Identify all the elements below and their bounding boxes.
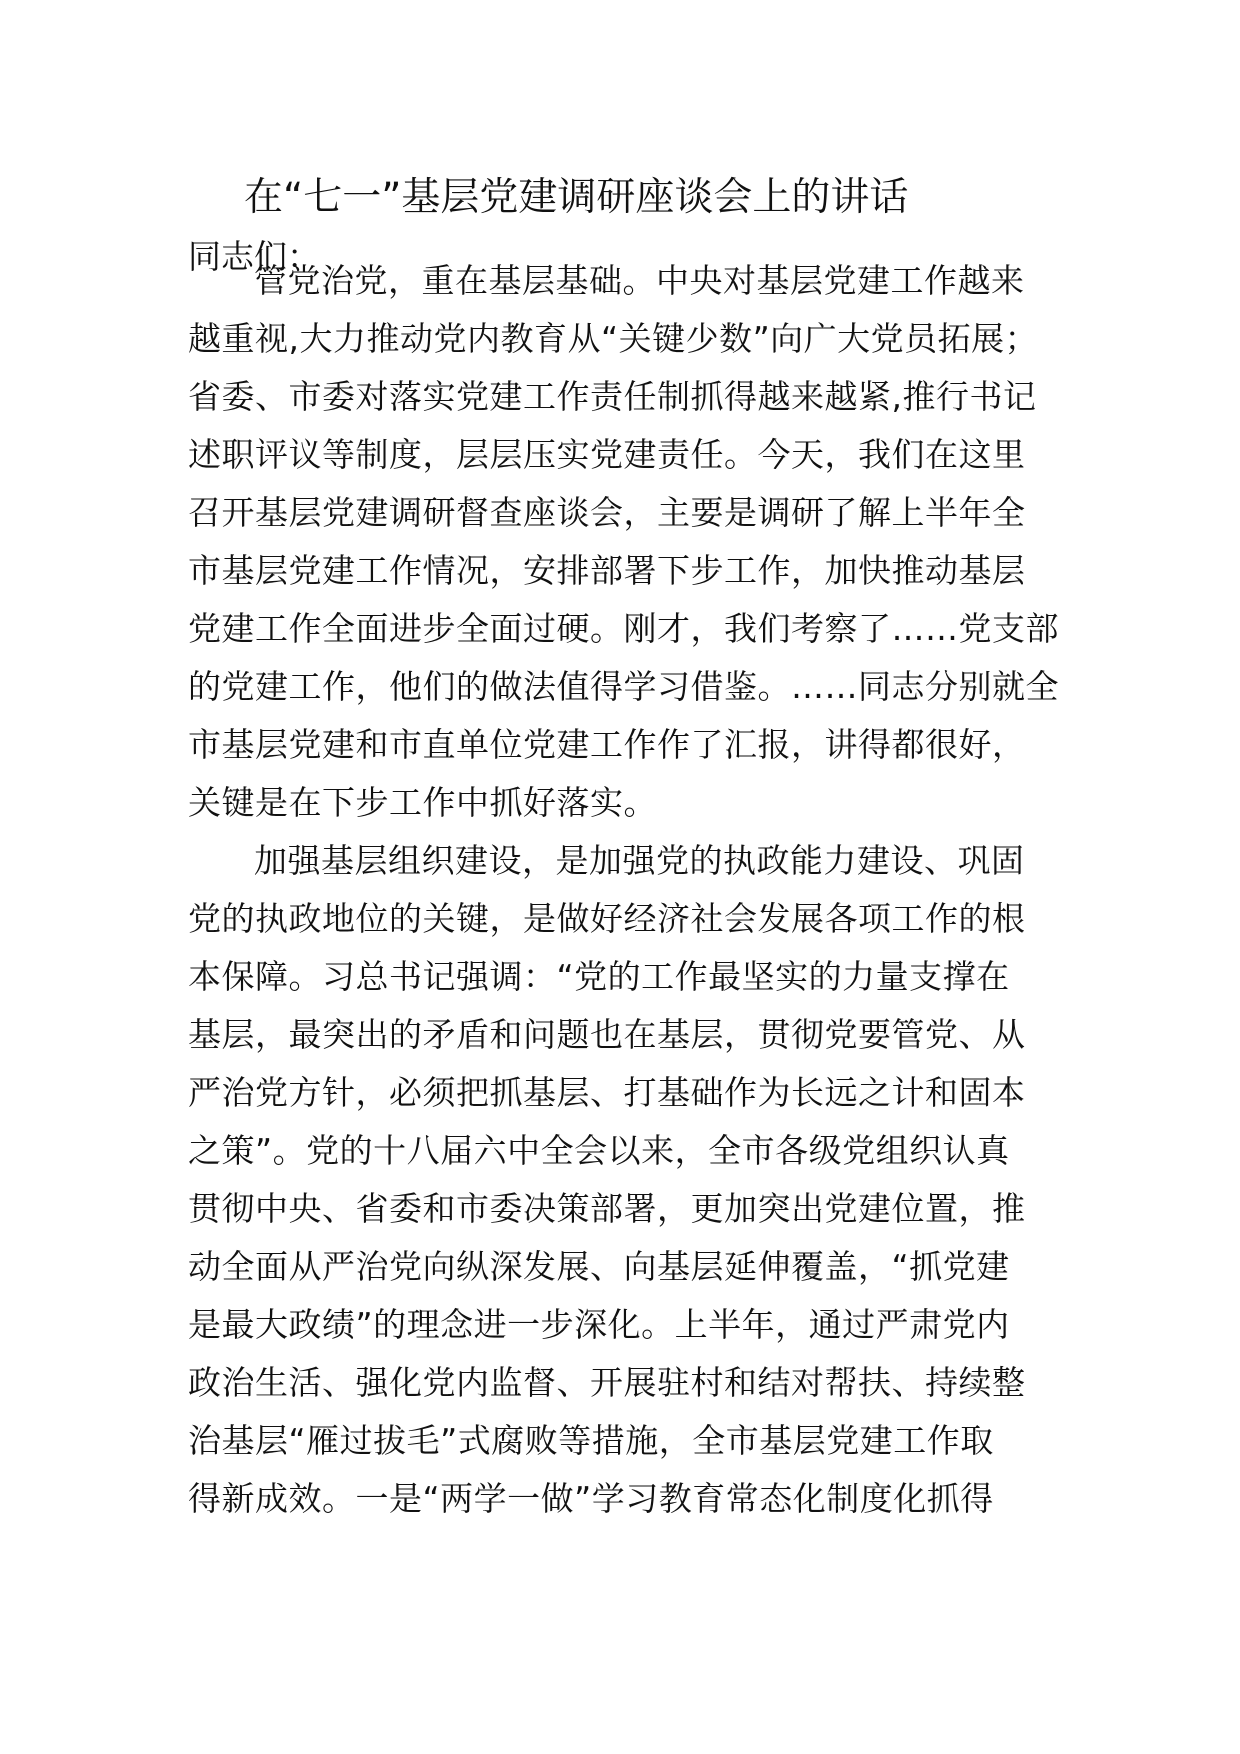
paragraph-line: 省委、市委对落实党建工作责任制抓得越来越紧,推行书记: [188, 377, 1037, 416]
paragraph-line: 严治党方针，必须把抓基层、打基础作为长远之计和固本: [188, 1073, 1026, 1112]
paragraph-line: 治基层“雁过拔毛”式腐败等措施，全市基层党建工作取: [188, 1421, 994, 1460]
paragraph-line: 市基层党建和市直单位党建工作作了汇报，讲得都很好，: [188, 725, 1026, 764]
document-title: 在“七一”基层党建调研座谈会上的讲话: [244, 175, 909, 220]
paragraph-2: [188, 832, 1088, 1528]
paragraph-line: 越重视,大力推动党内教育从“关键少数”向广大党员拓展；: [188, 319, 1039, 358]
paragraph-line: 市基层党建工作情况，安排部署下步工作，加快推动基层: [188, 551, 1026, 590]
paragraph-1: [188, 252, 1088, 832]
paragraph-line: 动全面从严治党向纵深发展、向基层延伸覆盖，“抓党建: [188, 1247, 1010, 1286]
paragraph-line: 得新成效。一是“两学一做”学习教育常态化制度化抓得: [188, 1479, 994, 1518]
paragraph-line: 政治生活、强化党内监督、开展驻村和结对帮扶、持续整: [188, 1363, 1026, 1402]
paragraph-line: 本保障。习总书记强调：“党的工作最坚实的力量支撑在: [188, 957, 1010, 996]
paragraph-line: 关键是在下步工作中抓好落实。: [188, 783, 657, 822]
paragraph-line: 之策”。党的十八届六中全会以来，全市各级党组织认真: [188, 1131, 1010, 1170]
paragraph-line: 召开基层党建调研督查座谈会，主要是调研了解上半年全: [188, 493, 1026, 532]
paragraph-line: 基层，最突出的矛盾和问题也在基层，贯彻党要管党、从: [188, 1015, 1026, 1054]
paragraph-line: 党的执政地位的关键，是做好经济社会发展各项工作的根: [188, 899, 1026, 938]
paragraph-line: 党建工作全面进步全面过硬。刚才，我们考察了……党支部: [188, 609, 1059, 648]
paragraph-line: 述职评议等制度，层层压实党建责任。今天，我们在这里: [188, 435, 1026, 474]
paragraph-line: 贯彻中央、省委和市委决策部署，更加突出党建位置，推: [188, 1189, 1026, 1228]
paragraph-line: 加强基层组织建设，是加强党的执政能力建设、巩固: [254, 841, 1025, 880]
paragraph-line: 管党治党，重在基层基础。中央对基层党建工作越来: [254, 261, 1025, 300]
paragraph-line: 的党建工作，他们的做法值得学习借鉴。……同志分别就全: [188, 667, 1059, 706]
paragraph-line: 是最大政绩”的理念进一步深化。上半年，通过严肃党内: [188, 1305, 1010, 1344]
salutation: 同志们：: [188, 237, 320, 276]
